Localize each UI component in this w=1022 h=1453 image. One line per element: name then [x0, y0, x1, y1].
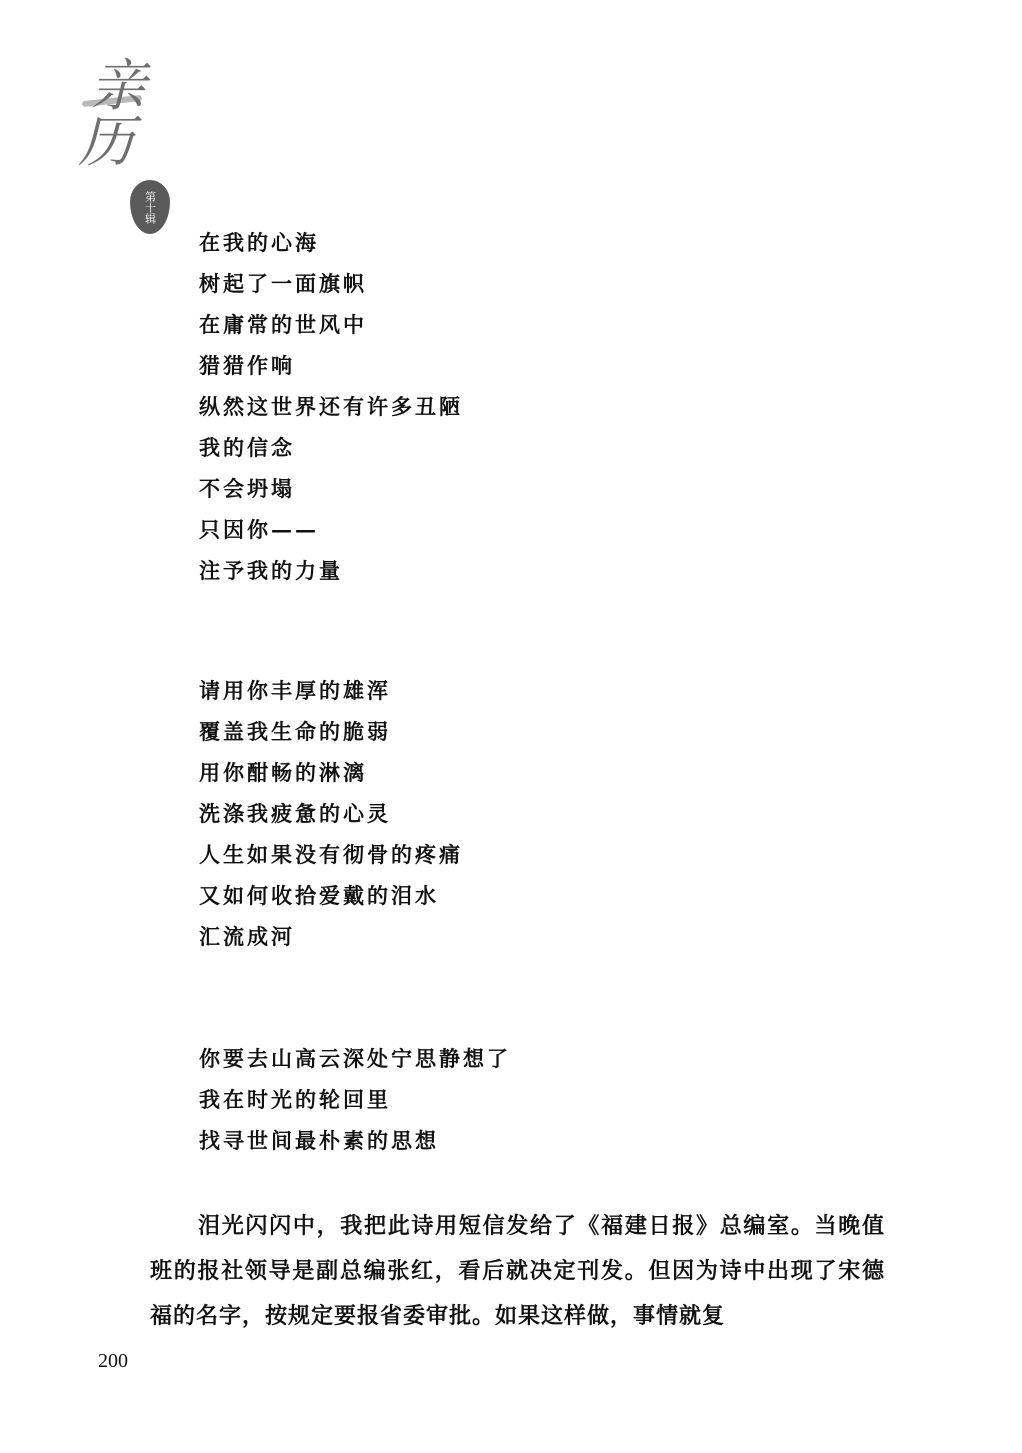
- poem-line: 我的信念: [199, 435, 295, 460]
- poem-line: 树起了一面旗帜: [199, 271, 367, 296]
- poem-line: 注予我的力量: [199, 558, 343, 583]
- poem-line: 请用你丰厚的雄浑: [199, 678, 391, 703]
- poem-line: 纵然这世界还有许多丑陋: [199, 394, 463, 419]
- poem-line: 在庸常的世风中: [199, 312, 367, 337]
- poem-line: 你要去山高云深处宁思静想了: [199, 1046, 511, 1071]
- poem-line: 人生如果没有彻骨的疼痛: [199, 842, 463, 867]
- poem-line: 我在时光的轮回里: [199, 1087, 391, 1112]
- poem-line: 汇流成河: [199, 924, 295, 949]
- poem-stanza-3: [199, 1038, 511, 1161]
- poem-line: 又如何收拾爱戴的泪水: [199, 883, 439, 908]
- poem-line: 不会坍塌: [199, 476, 295, 501]
- poem-line: 只因你——: [199, 517, 319, 542]
- poem-line: 找寻世间最朴素的思想: [199, 1128, 439, 1153]
- logo-seal: 第十辑: [130, 180, 170, 234]
- poem-line: 覆盖我生命的脆弱: [199, 719, 391, 744]
- logo-char-2: 历: [78, 110, 134, 175]
- body-paragraph: 泪光闪闪中，我把此诗用短信发给了《福建日报》总编室。当晚值班的报社领导是副总编张红，看后就决定刊发。但因为诗中出现了宋德福的名字，按规定要报省委审批。如果这样做，事情就复: [150, 1213, 885, 1329]
- poem-stanza-2: [199, 670, 463, 957]
- poem-line: 在我的心海: [199, 230, 319, 255]
- page-number: 200: [98, 1350, 128, 1372]
- poem-stanza-1: [199, 222, 463, 591]
- logo-char-1: 亲: [90, 54, 146, 119]
- series-logo: [60, 54, 170, 224]
- poem-line: 用你酣畅的淋漓: [199, 760, 367, 785]
- poem-line: 洗涤我疲惫的心灵: [199, 801, 391, 826]
- poem-line: 猎猎作响: [199, 353, 295, 378]
